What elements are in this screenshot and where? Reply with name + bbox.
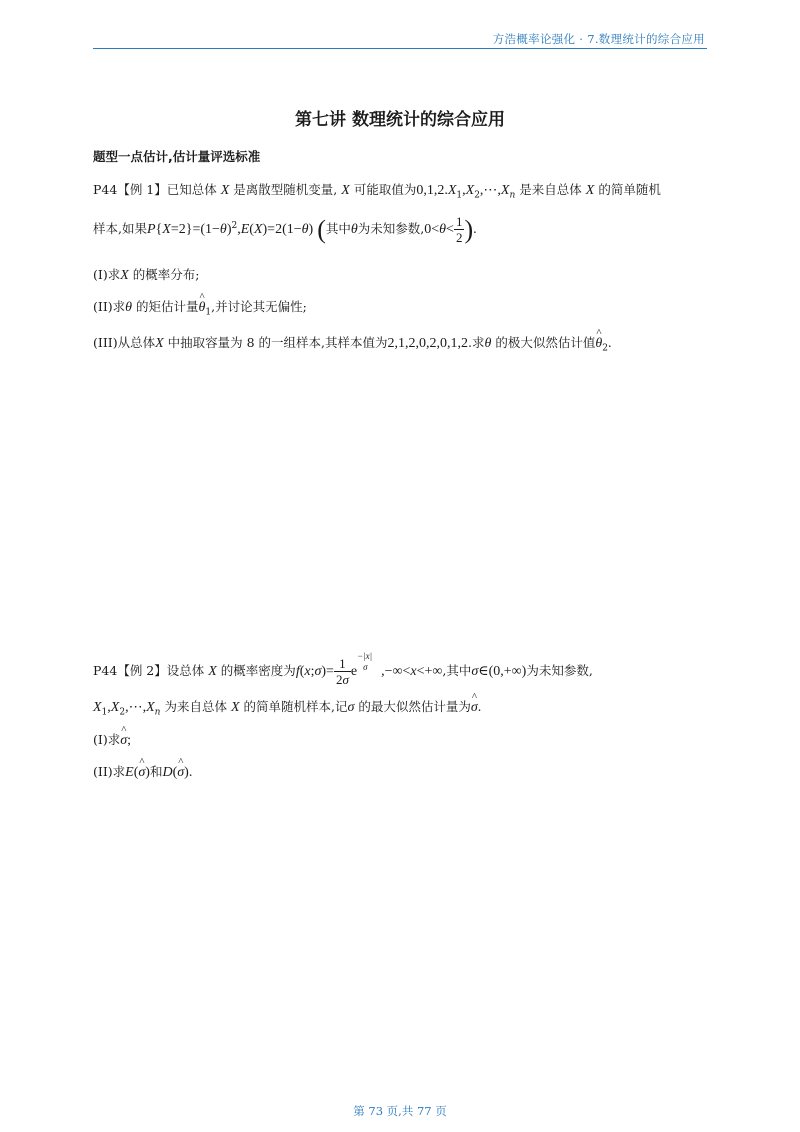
page-title: 第七讲 数理统计的综合应用 xyxy=(295,110,505,130)
example2-line2: $X_1,X_2,\cdots,X_n$ 为来自总体 X 的简单随机样本,记σ 的最大似然估计量为^ σ. xyxy=(93,697,481,718)
header-text: 方浩概率论强化 · 7.数理统计的综合应用 xyxy=(492,32,705,46)
example1-question3: (III)从总体X 中抽取容量为 8 的一组样本,其样本值为2,1,2,0,2,0,1,2.求θ 的极大似然估计值^ $\theta_2$. xyxy=(93,333,612,354)
page-header xyxy=(93,28,707,49)
example1-line1: P44【例 1】已知总体 X 是离散型随机变量, X 可能取值为$0,1,2.X_1,X_2,\cdots,X_n$ 是来自总体 X 的简单随机 xyxy=(93,182,661,201)
example2-question2: (II)求E(^ σ)和D(^ σ). xyxy=(93,762,192,781)
example1-line2: 样本,如果$P\{X=2\}=(1-\theta)^2,E(X)=2(1-\theta)$ (其中θ为未知参数,0<θ< $\frac{1}{2}$ ). xyxy=(93,214,477,245)
section-heading: 题型一点估计,估计量评选标准 xyxy=(93,149,261,164)
example2-question1: (I)求^ σ; xyxy=(93,730,131,749)
example2-line1: P44【例 2】设总体 X 的概率密度为f(x;σ)= $\frac{1}{2\sigma}$ e −|x| σ ,−∞<x<+∞,其中σ∈(0,+∞)为未知参数, xyxy=(93,651,593,687)
example1-question1: (I)求X 的概率分布; xyxy=(93,267,200,283)
example1-question2: (II)求θ 的矩估计量^ $\theta_1$,并讨论其无偏性; xyxy=(93,297,307,318)
page-footer: 第 73 页,共 77 页 xyxy=(353,1104,447,1118)
example2-label: P44【例 2】 xyxy=(93,663,167,678)
example1-label: P44【例 1】 xyxy=(93,182,167,197)
